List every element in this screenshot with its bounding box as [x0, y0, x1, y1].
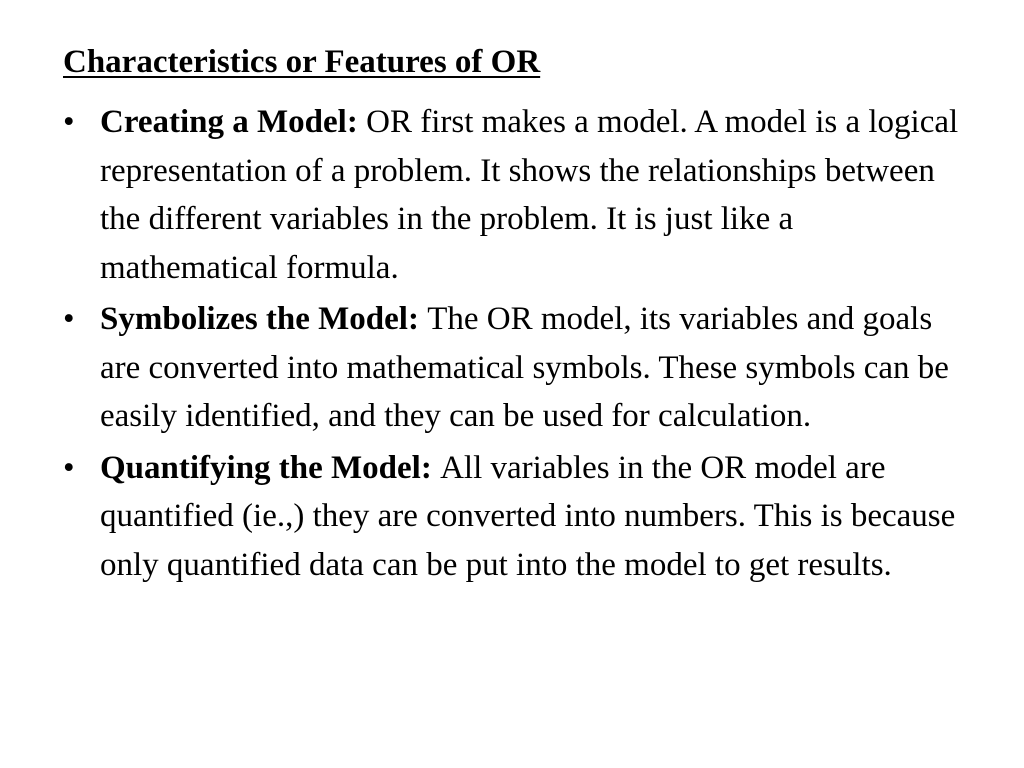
bullet-item-symbolizes-model	[63, 295, 963, 441]
bullet-text: The OR model, its variables and goals are converted into mathematical symbols. These symbols can be easily identified, and they can be used for calculation.	[100, 301, 949, 434]
bullet-heading: Creating a Model:	[100, 104, 367, 140]
bullet-item-creating-model	[63, 98, 963, 292]
bullet-icon: •	[63, 301, 75, 337]
bullet-icon: •	[63, 449, 75, 486]
bullet-heading: Quantifying the Model:	[100, 449, 441, 486]
bullet-heading: Symbolizes the Model:	[100, 301, 428, 337]
bullet-text: OR first makes a model. A model is a logical representation of a problem. It shows the relationships between the different variables in the problem. It is just like a mathematical formula.	[100, 104, 959, 286]
bullet-icon: •	[63, 104, 75, 140]
bullet-text: All variables in the OR model are quantified (ie.,) they are converted into numbers. This is because only quantified data can be put into the model to get results.	[100, 449, 956, 583]
bullet-list	[63, 98, 963, 592]
slide-title: Characteristics or Features of OR	[63, 44, 541, 80]
bullet-item-quantifying-model	[63, 444, 963, 590]
